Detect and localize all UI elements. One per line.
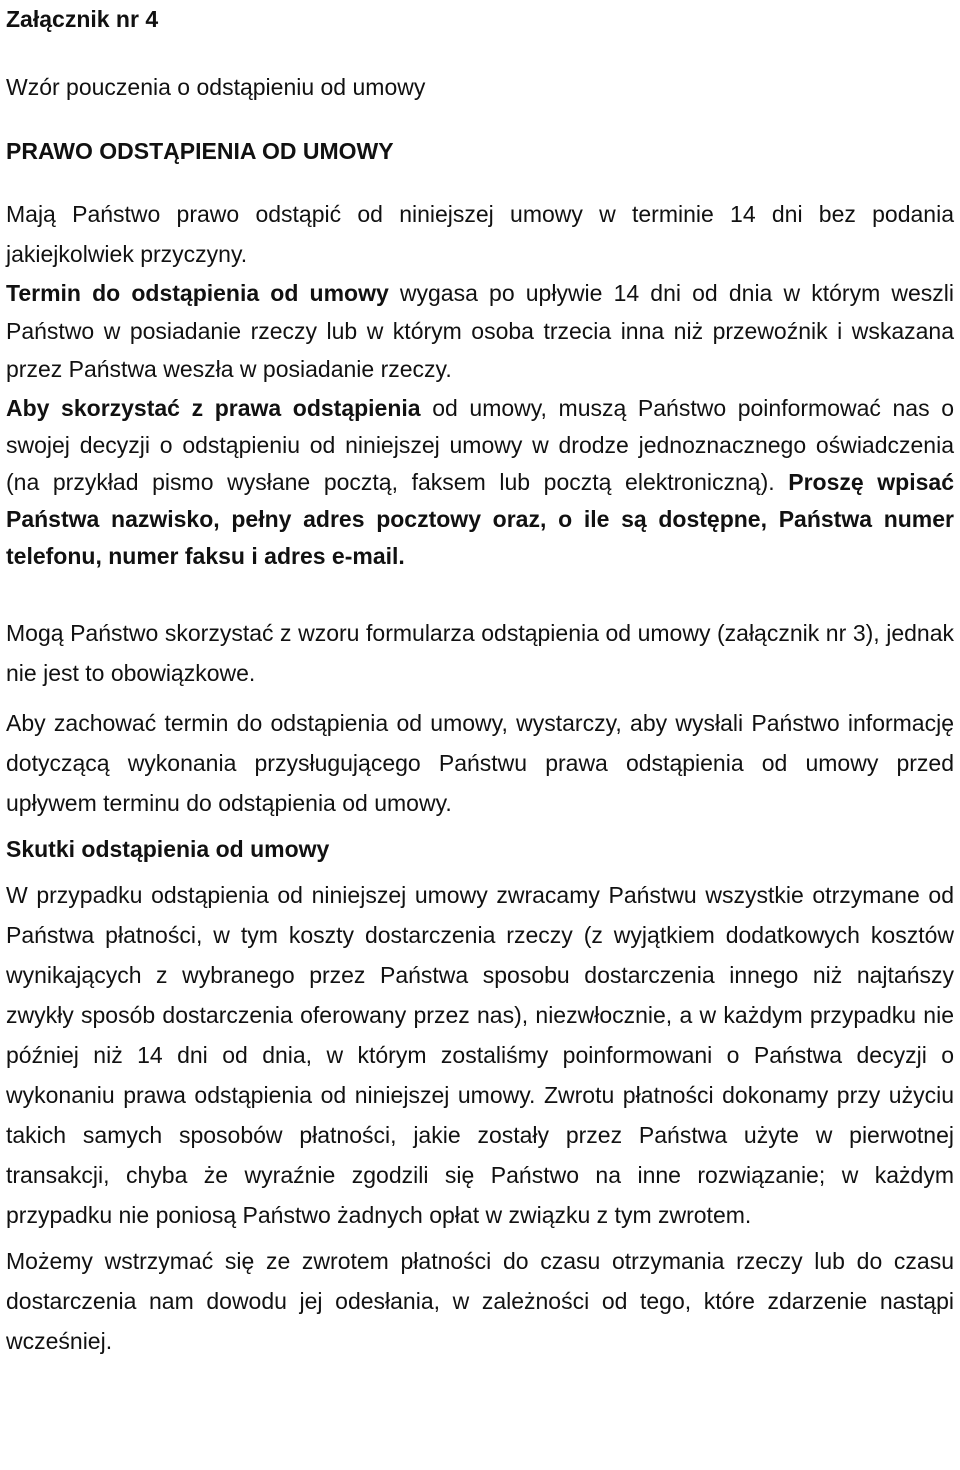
annex-title: Załącznik nr 4 (6, 6, 159, 32)
howto-text: od umowy, muszą Państwo poinformować nas o swojej decyzji o odstąpieniu od niniejszej umowy w drodze jednoznacznego oświadczenia (na przykład pismo wysłane pocztą, faksem lub pocztą elektroniczną). (6, 395, 955, 495)
form-note-paragraph: Mogą Państwo skorzystać z wzoru formularza odstąpienia od umowy (załącznik nr 3), jednak nie jest to obowiązkowe. (6, 620, 954, 686)
howto-paragraph (6, 390, 954, 575)
howto-bold-text: Aby skorzystać z prawa odstąpienia (6, 395, 421, 421)
template-title: Wzór pouczenia o odstąpieniu od umowy (6, 74, 426, 100)
effects-heading: Skutki odstąpienia od umowy (6, 836, 330, 862)
deadline-paragraph (6, 274, 954, 388)
keep-deadline-paragraph: Aby zachować termin do odstąpienia od umowy, wystarczy, aby wysłali Państwo informację dotyczącą wykonania przysługującego Państwu prawa odstąpienia od umowy przed upływem terminu do odstąpienia od umowy. (6, 710, 954, 816)
howto-instructions-bold: Proszę wpisać Państwa nazwisko, pełny adres pocztowy oraz, o ile są dostępne, Państwa numer telefonu, numer faksu i adres e-mail. (6, 469, 954, 569)
withdrawal-right-title: PRAWO ODSTĄPIENIA OD UMOWY (6, 138, 394, 164)
refund-paragraph: W przypadku odstąpienia od niniejszej umowy zwracamy Państwu wszystkie otrzymane od Państwa płatności, w tym koszty dostarczenia rzeczy (z wyjątkiem dodatkowych kosztów wynikających z wybranego przez Państwa sposobu dostarczenia innego niż najtańszy zwykły sposób dostarczenia oferowany przez nas), niezwłocznie, a w każdym przypadku nie później niż 14 dni od dnia, w którym zostaliśmy poinformowani o Państwa decyzji o wykonaniu prawa odstąpienia od niniejszej umowy. Zwrotu płatności dokonamy przy użyciu takich samych sposobów płatności, jakie zostały przez Państwa użyte w pierwotnej transakcji, chyba że wyraźnie zgodzili się Państwo na inne rozwiązanie; w każdym przypadku nie poniosą Państwo żadnych opłat w związku z tym zwrotem. (6, 882, 954, 1228)
withhold-paragraph: Możemy wstrzymać się ze zwrotem płatności do czasu otrzymania rzeczy lub do czasu dostarczenia nam dowodu jej odesłania, w zależności od tego, które zdarzenie nastąpi wcześniej. (6, 1248, 954, 1354)
deadline-bold-text: Termin do odstąpienia od umowy (6, 280, 389, 306)
deadline-text: wygasa po upływie 14 dni od dnia w którym weszli Państwo w posiadanie rzeczy lub w którym osoba trzecia inna niż przewoźnik i wskazana przez Państwa weszła w posiadanie rzeczy. (6, 280, 954, 382)
intro-paragraph: Mają Państwo prawo odstąpić od niniejszej umowy w terminie 14 dni bez podania jakiejkolwiek przyczyny. (6, 201, 954, 267)
